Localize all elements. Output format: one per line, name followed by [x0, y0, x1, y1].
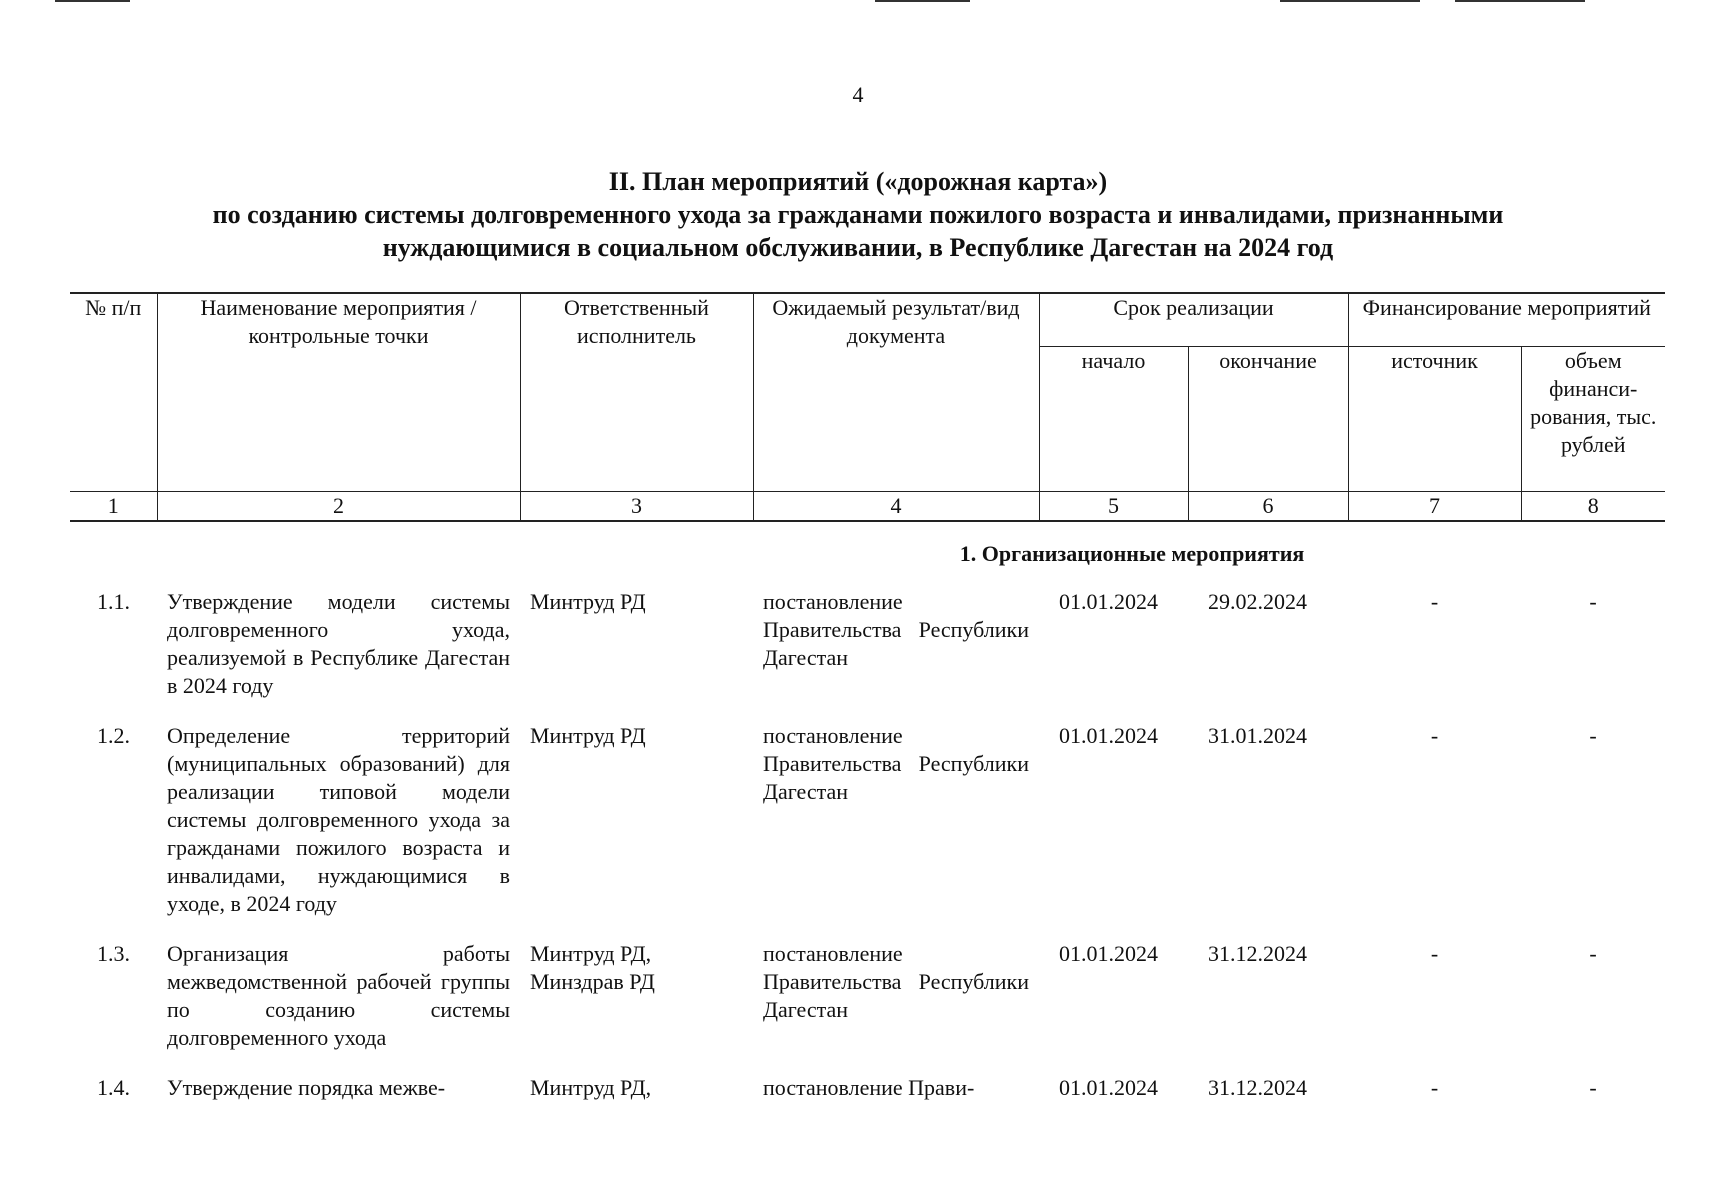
row-number: 1.1. [97, 589, 130, 614]
table-row [70, 716, 1665, 934]
scan-edge-line [1455, 0, 1585, 2]
row-start-date: 01.01.2024 [1059, 1075, 1158, 1100]
row-result: постановление Правительства Республики Дагестан [763, 723, 1029, 804]
row-financing-volume: - [1589, 723, 1597, 748]
page-number: 4 [852, 82, 864, 107]
header-name: Наименование мероприятия / контрольные точки [157, 293, 520, 492]
header-result: Ожидаемый результат/вид документа [753, 293, 1039, 492]
row-financing-volume: - [1589, 941, 1597, 966]
row-end-date: 31.12.2024 [1208, 941, 1307, 966]
column-number: 6 [1188, 492, 1348, 522]
row-end-date: 31.01.2024 [1208, 723, 1307, 748]
column-number: 1 [70, 492, 157, 522]
row-name: Определение территорий (муниципальных образований) для реализации типовой модели системы долговременного ухода за гражданами пожилого возраста и инвалидами, нуждающимися в уходе, в 2024 году [167, 723, 510, 916]
row-result: постановление Правительства Республики Дагестан [763, 589, 1029, 670]
roadmap-table [70, 292, 1665, 1118]
row-end-date: 29.02.2024 [1208, 589, 1307, 614]
section-title: 1. Организационные мероприятия [959, 541, 1305, 566]
column-number: 8 [1521, 492, 1665, 522]
row-number: 1.4. [97, 1075, 130, 1100]
header-responsible: Ответственный исполнитель [520, 293, 753, 492]
header-financing: Финансирование мероприятий [1348, 293, 1665, 347]
row-financing-source: - [1430, 589, 1439, 614]
header-period: Срок реализации [1039, 293, 1348, 347]
row-responsible: Минтруд РД, [530, 1075, 652, 1100]
column-number-row [70, 492, 1665, 522]
row-financing-source: - [1430, 1075, 1439, 1100]
header-period-start: начало [1039, 347, 1188, 492]
column-number: 2 [157, 492, 520, 522]
column-number: 7 [1348, 492, 1521, 522]
header-period-end: окончание [1188, 347, 1348, 492]
row-name: Организация работы межведомственной рабочей группы по созданию системы долговременного ухода [167, 941, 510, 1050]
scan-edge-line [1280, 0, 1420, 2]
row-number: 1.2. [97, 723, 130, 748]
scan-edge-line [55, 0, 130, 2]
title-line-2: по созданию системы долговременного ухода за гражданами пожилого возраста и инвалидами, признанными [212, 200, 1504, 229]
column-number: 3 [520, 492, 753, 522]
row-responsible: Минтруд РД, Минздрав РД [530, 941, 655, 994]
row-financing-volume: - [1589, 1075, 1597, 1100]
row-financing-volume: - [1589, 589, 1597, 614]
row-name: Утверждение порядка межве- [167, 1075, 446, 1100]
table-row [70, 934, 1665, 1068]
row-start-date: 01.01.2024 [1059, 941, 1158, 966]
row-start-date: 01.01.2024 [1059, 589, 1158, 614]
row-responsible: Минтруд РД [530, 723, 646, 748]
table-row [70, 582, 1665, 716]
row-start-date: 01.01.2024 [1059, 723, 1158, 748]
column-number: 5 [1039, 492, 1188, 522]
row-responsible: Минтруд РД [530, 589, 646, 614]
row-result: постановление Правительства Республики Дагестан [763, 941, 1029, 1022]
column-number: 4 [753, 492, 1039, 522]
section-row [70, 521, 1665, 582]
header-financing-volume: объем финанси-рования, тыс. рублей [1521, 347, 1665, 492]
row-financing-source: - [1430, 941, 1439, 966]
row-name: Утверждение модели системы долговременного ухода, реализуемой в Республике Дагестан в 2024 году [167, 589, 510, 698]
header-num: № п/п [70, 293, 157, 492]
row-number: 1.3. [97, 941, 130, 966]
row-financing-source: - [1430, 723, 1439, 748]
scan-edge-line [875, 0, 970, 2]
title-line-3: нуждающимися в социальном обслуживании, в Республике Дагестан на 2024 год [382, 233, 1334, 262]
row-result: постановление Прави- [763, 1075, 975, 1100]
row-end-date: 31.12.2024 [1208, 1075, 1307, 1100]
document-title [60, 165, 1656, 264]
title-line-1: II. План мероприятий («дорожная карта») [608, 167, 1108, 196]
table-row [70, 1068, 1665, 1118]
header-financing-source: источник [1348, 347, 1521, 492]
